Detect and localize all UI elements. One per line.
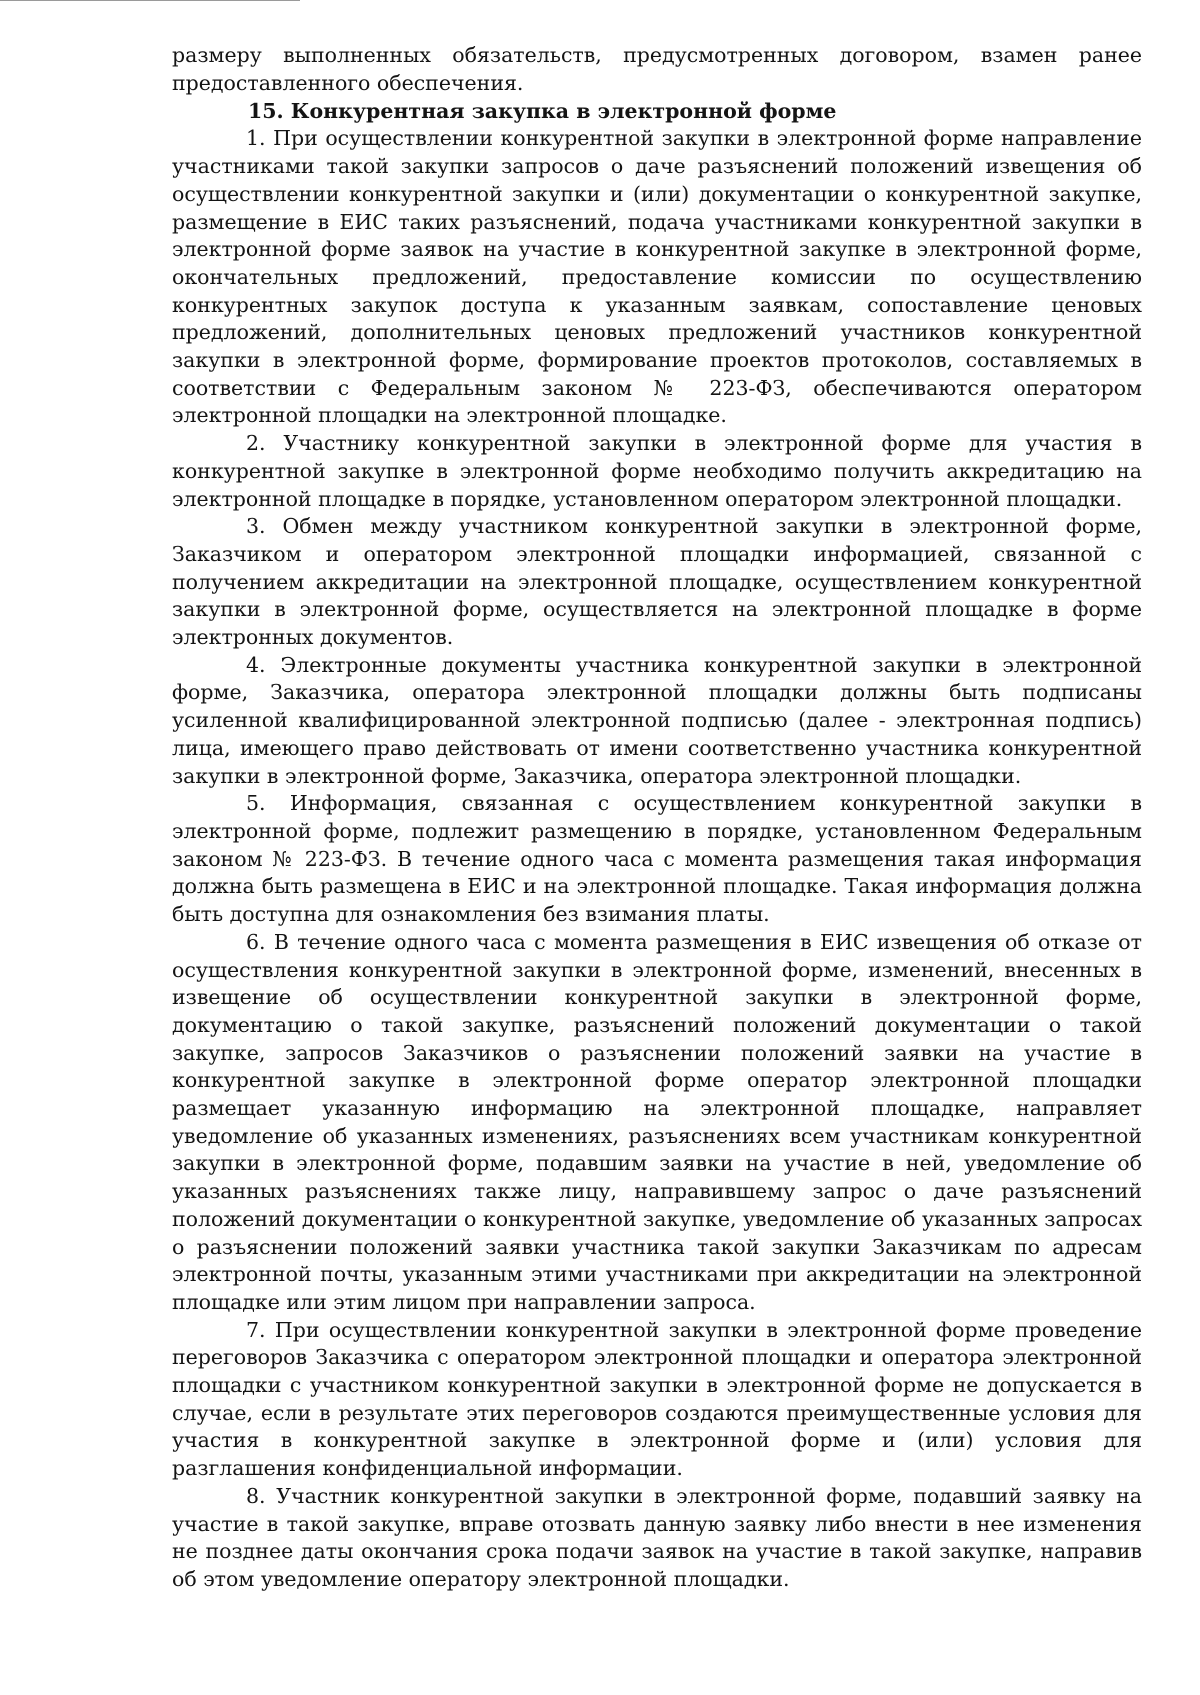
paragraph-1: 1. При осуществлении конкурентной закупки в электронной форме направление участниками такой закупки запросов о даче разъяснений положений извещения об осуществлении конкурентной закупки и (или) документации о конкурентной закупке, размещение в ЕИС таких разъяснений, подача участниками конкурентной закупки в электронной форме заявок на участие в конкурентной закупке в электронной форме, окончательных предложений, предоставление комиссии по осуществлению конкурентных закупок доступа к указанным заявкам, сопоставление ценовых предложений, дополнительных ценовых предложений участников конкурентной закупки в электронной форме, формирование проектов протоколов, составляемых в соответствии с Федеральным законом № 223-ФЗ, обеспечиваются оператором электронной площадки на электронной площадке.: [172, 126, 1142, 428]
paragraph-3: 3. Обмен между участником конкурентной закупки в электронной форме, Заказчиком и оператором электронной площадки информацией, связанной с получением аккредитации на электронной площадке, осуществлением конкурентной закупки в электронной форме, осуществляется на электронной площадке в форме электронных документов.: [172, 514, 1142, 650]
section-heading: 15. Конкурентная закупка в электронной форме: [248, 99, 837, 124]
continuation-paragraph: размеру выполненных обязательств, предусмотренных договором, взамен ранее предоставленного обеспечения.: [172, 43, 1142, 95]
paragraph-7: 7. При осуществлении конкурентной закупки в электронной форме проведение переговоров Заказчика с оператором электронной площадки и оператора электронной площадки с участником конкурентной закупки в электронной форме не допускается в случае, если в результате этих переговоров создаются преимущественные условия для участия в конкурентной закупке в электронной форме и (или) условия для разглашения конфиденциальной информации.: [172, 1317, 1142, 1481]
paragraph-8: 8. Участник конкурентной закупки в электронной форме, подавший заявку на участие в такой закупке, вправе отозвать данную заявку либо внести в нее изменения не позднее даты окончания срока подачи заявок на участие в такой закупке, направив об этом уведомление оператору электронной площадки.: [172, 1483, 1142, 1591]
paragraph-2: 2. Участнику конкурентной закупки в электронной форме для участия в конкурентной закупке в электронной форме необходимо получить аккредитацию на электронной площадке в порядке, установленном оператором электронной площадки.: [172, 431, 1142, 511]
paragraph-5: 5. Информация, связанная с осуществлением конкурентной закупки в электронной форме, подлежит размещению в порядке, установленном Федеральным законом № 223-ФЗ. В течение одного часа с момента размещения такая информация должна быть размещена в ЕИС и на электронной площадке. Такая информация должна быть доступна для ознакомления без взимания платы.: [172, 791, 1142, 927]
paragraph-6: 6. В течение одного часа с момента размещения в ЕИС извещения об отказе от осуществления конкурентной закупки в электронной форме, изменений, внесенных в извещение об осуществлении конкурентной закупки в электронной форме, документацию о такой закупке, разъяснений положений документации о такой закупке, запросов Заказчиков о разъяснении положений заявки на участие в конкурентной закупке в электронной форме оператор электронной площадки размещает указанную информацию на электронной площадке, направляет уведомление об указанных изменениях, разъяснениях всем участникам конкурентной закупки в электронной форме, подавшим заявки на участие в ней, уведомление об указанных разъяснениях также лицу, направившему запрос о даче разъяснений положений документации о конкурентной закупке, уведомление об указанных запросах о разъяснении положений заявки участника такой закупки Заказчикам по адресам электронной почты, указанным этими участниками при аккредитации на электронной площадке или этим лицом при направлении запроса.: [172, 929, 1142, 1314]
paragraph-4: 4. Электронные документы участника конкурентной закупки в электронной форме, Заказчика, оператора электронной площадки должны быть подписаны усиленной квалифицированной электронной подписью (далее - электронная подпись) лица, имеющего право действовать от имени соответственно участника конкурентной закупки в электронной форме, Заказчика, оператора электронной площадки.: [172, 652, 1142, 788]
document-body: [172, 42, 1142, 1594]
scan-edge-line: [0, 0, 300, 1]
